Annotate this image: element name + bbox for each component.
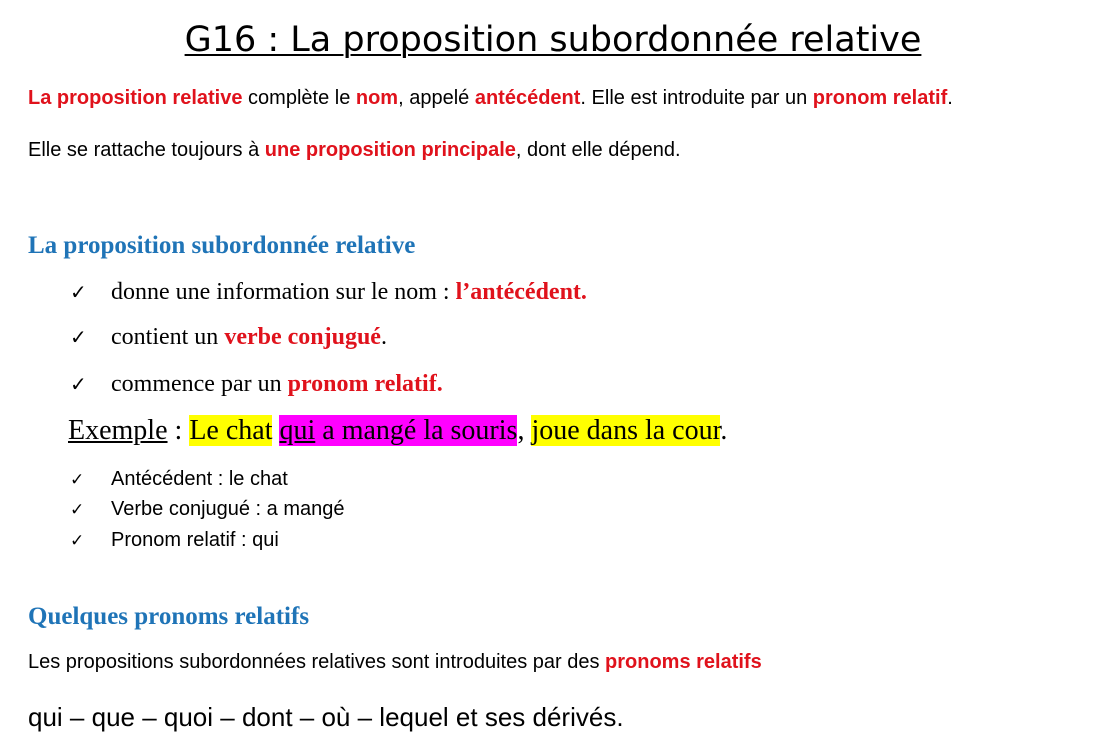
checkmark-icon: ✓ [70,470,85,490]
intro-line-1: La proposition relative complète le nom, appelé antécédent. Elle est introduite par un pronom relatif. [28,87,953,109]
example-relative-pronoun: qui [279,415,316,446]
analysis-item: ✓ Pronom relatif : qui [70,527,279,554]
list-item: ✓ contient un verbe conjugué. [70,324,387,350]
analysis-item: ✓ Verbe conjugué : a mangé [70,496,345,523]
example-relative-clause: qui a mangé la souris [279,415,518,446]
checkmark-icon: ✓ [70,372,87,396]
list-item: ✓ commence par un pronom relatif. [70,371,443,397]
checkmark-icon: ✓ [70,280,87,304]
list-item: ✓ donne une information sur le nom : l’antécédent. [70,279,587,305]
checkmark-icon: ✓ [70,531,85,551]
page-title: G16 : La proposition subordonnée relative [184,20,922,60]
example-label: Exemple [68,415,168,446]
example-main-clause-end: joue dans la cour [531,415,721,446]
intro-line-2: Elle se rattache toujours à une proposition principale, dont elle dépend. [28,139,681,161]
pronouns-list: qui – que – quoi – dont – où – lequel et ses dérivés. [28,702,624,732]
checkmark-icon: ✓ [70,325,87,349]
pronouns-intro: Les propositions subordonnées relatives sont introduites par des pronoms relatifs [28,651,762,673]
example-sentence: Exemple : Le chat qui a mangé la souris, joue dans la cour. [68,415,728,446]
example-main-clause-start: Le chat [189,415,273,446]
section-heading-relative: La proposition subordonnée relative [28,232,416,259]
section-heading-pronouns: Quelques pronoms relatifs [28,603,310,630]
analysis-item: ✓ Antécédent : le chat [70,466,288,493]
checkmark-icon: ✓ [70,500,85,520]
